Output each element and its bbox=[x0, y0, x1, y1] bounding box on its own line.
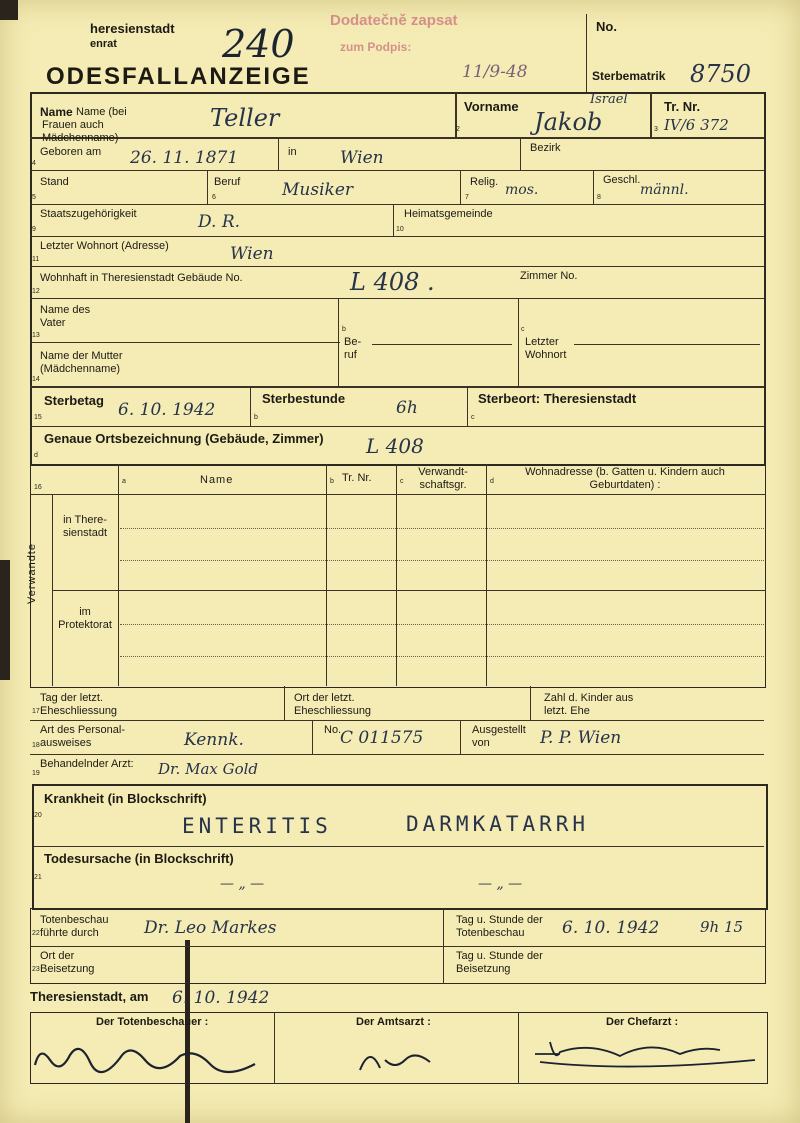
handwritten-number: 240 bbox=[222, 22, 295, 66]
beruf-label: Beruf bbox=[214, 176, 241, 188]
relig-label: Relig. bbox=[470, 176, 499, 188]
arzt-value: Dr. Max Gold bbox=[158, 760, 259, 778]
death-certificate-form: heresienstadt enrat ODESFALLANZEIGE 240 Dodatečně zapsat zum Podpis: 11/9-48 No. Sterbematrik 8750 Name Name (bei Frauen auch Mädchenname) Teller Vorname Jakob Israel Tr. Nr. IV/6 372 2 3 Geboren am 26. 11. 1871 in Wien Bezirk 4 Stand Beruf Musiker Relig. mos. Geschl. männl. 5 6 7 8 Staatszugehörigkeit D. R. Heimatsgemeinde 9 10 Letzter Wohnort (Adresse) Wien 11 Wohnhaft in Theresienstadt Gebäude No. L 408 . Zimmer No. 12 Name des Vater Be- ruf Letzter Wohnort Name der Mutter (Mädchenname) 13 14 b c Sterbetag 6. 10. 1942 Sterbestunde 6h Sterbeort: Theresienstadt Genaue Ortsbezeichnung (Gebäude, Zimmer) L 408 15 d b c Name Tr. Nr. Verwandt- schaftsgr. Wohnadresse (b. Gatten u. Kindern auch Geburtdaten) : 16 a b c d Verwandte in There- sienstadt im Protektorat Tag der letzt. Eheschliessung Ort der letzt. Eheschliessung Zahl d. Kinder aus letzt. Ehe 17 Art des Personal- ausweises Kennk. No. C 011575 Ausgestellt von P. P. Wien 18 Behandelnder Arzt: Dr. Max Gold 19 Krankheit (in Blockschrift) ENTERITIS DARMKATARRH Todesursache (in Blockschrift) — „ — — „ — 20 21 Totenbeschau führte durch Dr. Leo Markes Tag u. Stunde der Totenbeschau 6. 10. 1942 9h 15 Ort der Beisetzung Tag u. Stunde der Beisetzung 22 23 Theresienstadt, am 6. 10. 1942 Der Totenbeschauer : Der Amtsarzt : Der Chefarzt : bbox=[0, 0, 800, 1123]
sig-chefarzt-label: Der Chefarzt : bbox=[606, 1016, 679, 1028]
org-line1: heresienstadt bbox=[90, 21, 175, 36]
trnr-value: IV/6 372 bbox=[664, 116, 729, 134]
arzt-label: Behandelnder Arzt: bbox=[40, 758, 134, 770]
col-wohn: Wohnadresse (b. Gatten u. Kindern auch Geburtdaten) : bbox=[525, 466, 725, 491]
geboren-value: 26. 11. 1871 bbox=[130, 148, 239, 168]
ausweis-no-value: C 011575 bbox=[340, 728, 424, 748]
zimmer-label: Zimmer No. bbox=[520, 270, 578, 282]
sterbematrik-label: Sterbematrik bbox=[592, 69, 666, 83]
sterbestunde-value: 6h bbox=[396, 398, 418, 418]
art-ausweis-label: Art des Personal- ausweises bbox=[40, 724, 125, 749]
in-value: Wien bbox=[340, 148, 384, 168]
heimat-label: Heimatsgemeinde bbox=[404, 208, 493, 220]
stamp-date: 11/9-48 bbox=[462, 62, 528, 82]
tag-totenbeschau-label: Tag u. Stunde der Totenbeschau bbox=[456, 914, 543, 939]
ort-eheschl-label: Ort der letzt. Eheschliessung bbox=[294, 692, 372, 717]
page-title: ODESFALLANZEIGE bbox=[46, 63, 311, 90]
vorname-extra: Israel bbox=[590, 92, 628, 107]
ausweis-no-label: No. bbox=[324, 724, 342, 736]
todesursache-value1: — „ — bbox=[220, 876, 265, 892]
tag-totenbeschau-value: 6. 10. 1942 bbox=[562, 918, 660, 938]
signature-amtsarzt bbox=[350, 1040, 450, 1080]
torn-edge bbox=[0, 560, 10, 680]
krankheit-label: Krankheit (in Blockschrift) bbox=[44, 791, 207, 806]
staats-label: Staatszugehörigkeit bbox=[40, 208, 137, 220]
wohnhaft-label: Wohnhaft in Theresienstadt Gebäude No. bbox=[40, 272, 243, 284]
relatives-table bbox=[30, 464, 766, 688]
ausgestellt-value: P. P. Wien bbox=[540, 728, 622, 748]
sig-amtsarzt-label: Der Amtsarzt : bbox=[356, 1016, 431, 1028]
col-name: Name bbox=[200, 474, 234, 486]
vorname-label: Vorname bbox=[464, 99, 519, 114]
geboren-label: Geboren am bbox=[40, 146, 102, 158]
vater-label: Name des Vater bbox=[40, 304, 91, 329]
staats-value: D. R. bbox=[198, 212, 241, 232]
tag-beisetzung-label: Tag u. Stunde der Beisetzung bbox=[456, 950, 543, 975]
ortsbez-label: Genaue Ortsbezeichnung (Gebäude, Zimmer) bbox=[44, 431, 324, 446]
signature-totenbeschauer bbox=[30, 1030, 260, 1082]
footer-place-label: Theresienstadt, am bbox=[30, 989, 149, 1004]
sterbetag-value: 6. 10. 1942 bbox=[118, 400, 216, 420]
geschl-value: männl. bbox=[640, 182, 689, 198]
in-label: in bbox=[288, 146, 297, 158]
in-theresienstadt-label: in There- sienstadt bbox=[62, 514, 108, 539]
todesursache-value2: — „ — bbox=[478, 876, 523, 892]
vorname-value: Jakob bbox=[534, 108, 603, 136]
art-ausweis-value: Kennk. bbox=[184, 730, 244, 750]
todesursache-label: Todesursache (in Blockschrift) bbox=[44, 851, 234, 866]
no-label: No. bbox=[596, 19, 617, 34]
relig-value: mos. bbox=[505, 182, 539, 198]
bezirk-label: Bezirk bbox=[530, 142, 561, 154]
letzter-wohnort-label: Letzter Wohnort bbox=[525, 336, 567, 361]
sterbematrik-value: 8750 bbox=[690, 60, 752, 88]
footer-date-value: 6. 10. 1942 bbox=[172, 988, 270, 1008]
totenbeschau-value: Dr. Leo Markes bbox=[144, 918, 277, 938]
beruf-parent-label: Be- ruf bbox=[344, 336, 362, 361]
mutter-label: Name der Mutter (Mädchenname) bbox=[40, 350, 123, 375]
wohnort-value: Wien bbox=[230, 244, 274, 264]
tag-eheschl-label: Tag der letzt. Eheschliessung bbox=[40, 692, 118, 717]
org-line2: enrat bbox=[90, 38, 117, 50]
name-value: Teller bbox=[210, 104, 280, 132]
wohnhaft-value: L 408 . bbox=[350, 268, 435, 296]
verwandte-side-label: Verwandte bbox=[26, 543, 38, 604]
ausgestellt-label: Ausgestellt von bbox=[472, 724, 526, 749]
wohnort-label: Letzter Wohnort (Adresse) bbox=[40, 240, 169, 252]
kinder-label: Zahl d. Kinder aus letzt. Ehe bbox=[544, 692, 634, 717]
krankheit-value2: DARMKATARRH bbox=[406, 812, 590, 836]
krankheit-value1: ENTERITIS bbox=[182, 814, 332, 838]
name-label: Name (bei Frauen auch Mädchenname) bbox=[42, 106, 127, 144]
stamp-line2: zum Podpis: bbox=[340, 40, 412, 54]
stamp-line1: Dodatečně zapsat bbox=[330, 12, 458, 29]
stand-label: Stand bbox=[40, 176, 69, 188]
ort-beisetzung-label: Ort der Beisetzung bbox=[40, 950, 95, 975]
sterbetag-label: Sterbetag bbox=[44, 393, 104, 408]
im-protektorat-label: im Protektorat bbox=[58, 606, 112, 631]
totenbeschau-label: Totenbeschau führte durch bbox=[40, 914, 109, 939]
ortsbez-value: L 408 bbox=[366, 434, 424, 458]
stunde-totenbeschau-value: 9h 15 bbox=[700, 918, 744, 936]
signature-chefarzt bbox=[530, 1032, 760, 1072]
sig-totenbeschauer-label: Der Totenbeschauer : bbox=[96, 1016, 209, 1028]
col-verw: Verwandt- schaftsgr. bbox=[418, 466, 468, 491]
sterbeort-label: Sterbeort: Theresienstadt bbox=[478, 391, 637, 406]
sterbestunde-label: Sterbestunde bbox=[262, 391, 346, 406]
torn-corner bbox=[0, 0, 18, 20]
geschl-label: Geschl. bbox=[603, 174, 641, 186]
col-trnr: Tr. Nr. bbox=[342, 472, 372, 484]
name-label-strong: Name bbox=[40, 105, 73, 119]
trnr-label: Tr. Nr. bbox=[664, 99, 701, 114]
beruf-value: Musiker bbox=[282, 180, 354, 200]
